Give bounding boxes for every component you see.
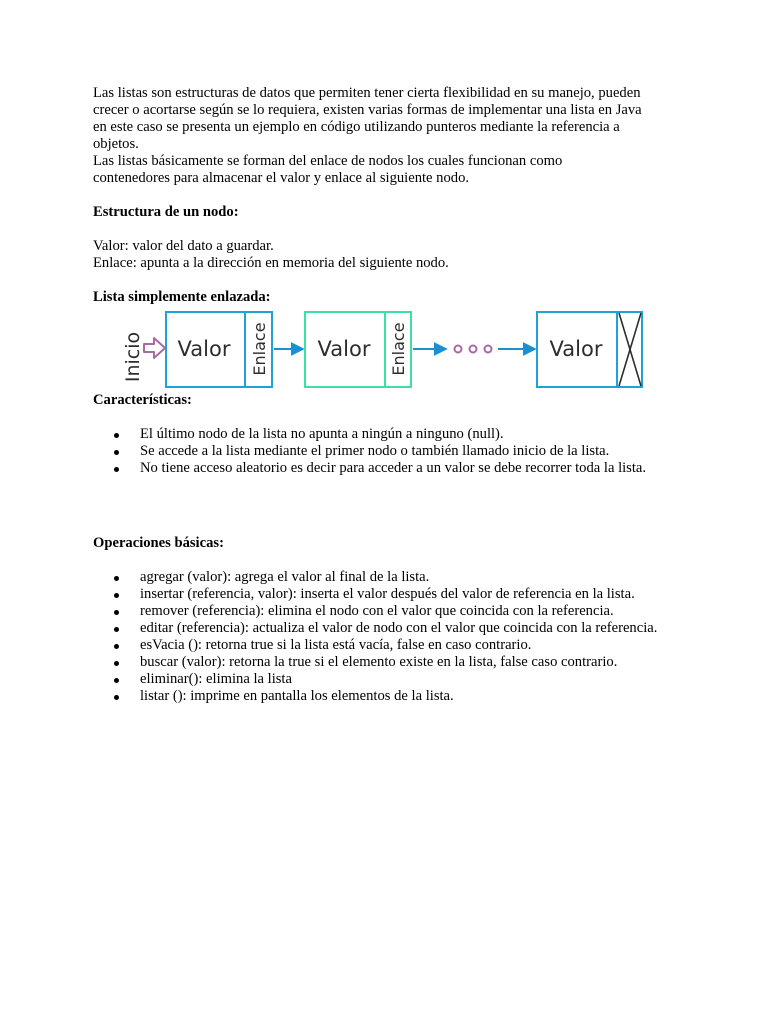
intro-line: en este caso se presenta un ejemplo en código utilizando punteros mediante la referencia a	[93, 119, 620, 135]
list-item: agregar (valor): agrega el valor al final de la lista.	[93, 569, 693, 586]
list-item: remover (referencia): elimina el nodo con el valor que coincida con la referencia.	[93, 603, 693, 620]
list-item: insertar (referencia, valor): inserta el valor después del valor de referencia en la lista.	[93, 586, 693, 603]
intro-line: crecer o acortarse según se lo requiera, existen varias formas de implementar una lista en Java	[93, 102, 642, 118]
node-link-label: Enlace	[250, 322, 269, 376]
operations-list	[93, 569, 693, 705]
list-node-last	[537, 312, 642, 387]
bullet-icon	[114, 644, 119, 649]
node-structure-heading: Estructura de un nodo:	[93, 204, 239, 220]
list-node-first	[166, 312, 272, 387]
bullet-icon	[114, 661, 119, 666]
bullet-icon	[114, 593, 119, 598]
list-item: editar (referencia): actualiza el valor de nodo con el valor que coincida con la referencia.	[93, 620, 693, 637]
start-arrow-icon	[144, 338, 165, 358]
linked-list-heading: Lista simplemente enlazada:	[93, 289, 271, 305]
bullet-icon	[114, 576, 119, 581]
node-value-label: Valor	[317, 337, 371, 361]
bullet-icon	[114, 610, 119, 615]
list-node-middle	[305, 312, 411, 387]
list-item: El último nodo de la lista no apunta a ningún a ninguno (null).	[93, 426, 693, 443]
list-item: Se accede a la lista mediante el primer nodo o también llamado inicio de la lista.	[93, 443, 693, 460]
node-link-label: Enlace	[389, 322, 408, 376]
linked-list-diagram	[120, 307, 680, 391]
intro-paragraph	[93, 85, 693, 187]
node-value-description: Valor: valor del dato a guardar.	[93, 238, 274, 254]
bullet-icon	[114, 695, 119, 700]
bullet-icon	[114, 433, 119, 438]
node-value-label: Valor	[177, 337, 231, 361]
list-item: eliminar(): elimina la lista	[93, 671, 693, 688]
intro-line: Las listas son estructuras de datos que permiten tener cierta flexibilidad en su manejo, pueden	[93, 85, 641, 101]
node-link-description: Enlace: apunta a la dirección en memoria del siguiente nodo.	[93, 255, 449, 271]
operations-heading: Operaciones básicas:	[93, 535, 224, 551]
bullet-icon	[114, 678, 119, 683]
characteristics-list	[93, 426, 693, 477]
list-item: No tiene acceso aleatorio es decir para acceder a un valor se debe recorrer toda la lista.	[93, 460, 693, 477]
characteristics-heading: Características:	[93, 392, 192, 408]
intro-line: objetos.	[93, 136, 139, 152]
null-cross-icon	[619, 313, 641, 386]
document-page	[93, 85, 693, 705]
node-value-label: Valor	[549, 337, 603, 361]
bullet-icon	[114, 450, 119, 455]
start-label: Inicio	[122, 331, 144, 383]
list-item: esVacia (): retorna true si la lista está vacía, false en caso contrario.	[93, 637, 693, 654]
intro-line: contenedores para almacenar el valor y enlace al siguiente nodo.	[93, 170, 470, 186]
intro-line: Las listas básicamente se forman del enlace de nodos los cuales funcionan como	[93, 153, 563, 169]
list-item: buscar (valor): retorna la true si el elemento existe en la lista, false caso contrario.	[93, 654, 693, 671]
bullet-icon	[114, 627, 119, 632]
bullet-icon	[114, 467, 119, 472]
ellipsis-icon	[455, 346, 492, 353]
list-item: listar (): imprime en pantalla los elementos de la lista.	[93, 688, 693, 705]
